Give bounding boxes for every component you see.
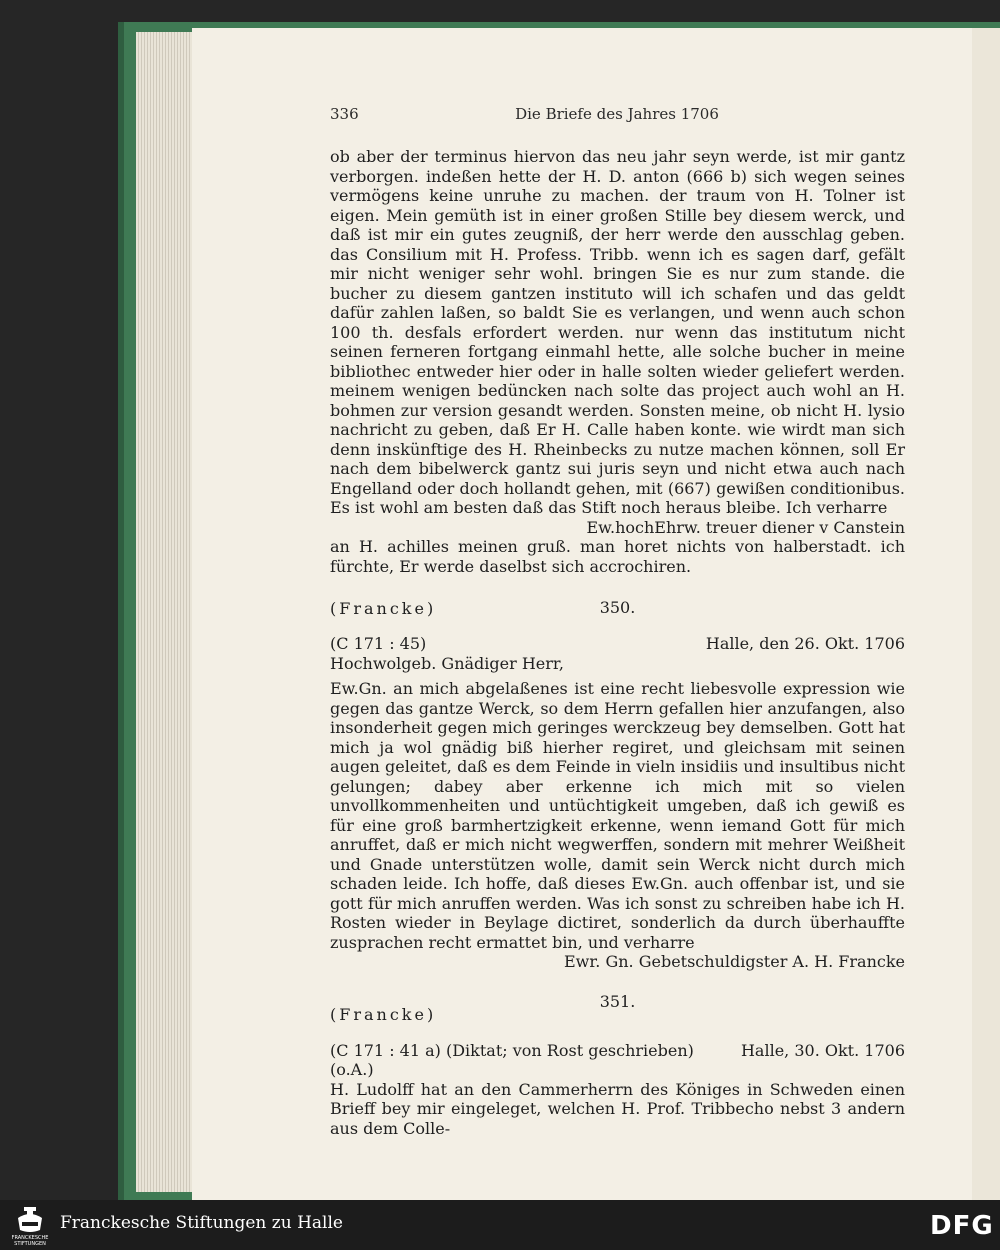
franckesche-logo-icon: [10, 1204, 50, 1246]
letter-350-number: 350.: [599, 598, 636, 617]
letter-349-postscript: an H. achilles meinen gruß. man horet nichts von halberstadt. ich fürchte, Er werde daselbst sich accrochiren.: [330, 537, 905, 576]
letter-350-paragraph: Ew.Gn. an mich abgelaßenes ist eine recht liebesvolle expression wie gegen das gantze Werck, so dem Herrn gefallen hier anzufangen, also insonderheit gegen mich geringes werckzeug bey demselben. Gott hat mich ja wol gnädig biß hierher regiret, und gleichsam mit seinen augen geleitet, daß es dem Feinde in vieln insidiis und insultibus nicht gelungen; dabey aber erkenne ich mich mit so vielen unvollkommenheiten und untüchtigkeit umgeben, daß ich gewiß es für eine groß barmhertzigkeit erkenne, wenn iemand Gott für mich anruffet, daß er mich nicht wegwerffen, sondern mit mehrer Weißheit und Gnade unterstützen wolle, damit sein Werck nicht durch mich schaden leide. Ich hoffe, daß dieses Ew.Gn. auch offenbar ist, und sie gott für mich anruffen werden. Was ich sonst zu schreiben habe ich H. Rosten wieder in Beylage dictiret, sonderlich da durch überhauffte zusprachen recht ermattet bin, und verharre: [330, 679, 905, 952]
letter-351-author: (Francke): [330, 1005, 437, 1024]
svg-text:FRANCKESCHE: FRANCKESCHE: [11, 1235, 49, 1241]
letter-350-closing: Ewr. Gn. Gebetschuldigster A. H. Francke: [564, 952, 905, 971]
letter-351-number: 351.: [599, 991, 636, 1011]
footer-institution[interactable]: Franckesche Stiftungen zu Halle: [60, 1213, 343, 1233]
letter-349-paragraph: ob aber der terminus hiervon das neu jahr seyn werde, ist mir gantz verborgen. indeßen hette der H. D. anton (666 b) sich wegen seines vermögens keine unruhe zu machen. der traum von H. Tolner ist eigen. Mein gemüth ist in einer großen Stille bey diesem werck, und daß ist mir ein gutes zeugniß, der herr werde den ausschlag geben. das Consilium mit H. Profess. Tribb. wenn ich es sagen darf, gefält mir nicht weniger sehr wohl. bringen Sie es nur zum stande. die bucher zu diesem gantzen instituto will ich schafen und das geldt dafür zahlen laßen, so baldt Sie es verlangen, und wenn auch schon 100 th. desfals erfordert werden. nur wenn das institutum nicht seinen ferneren fortgang einmahl hette, alle solche bucher in meine bibliothec entweder hier oder in halle solten wieder geliefert werden. meinem wenigen bedüncken nach solte das project auch wohl an H. bohmen zur version gesandt werden. Sonsten meine, ob nicht H. lysio nachricht zu geben, daß Er H. Calle haben konte. wie wirdt man sich denn inskünftige des H. Rheinbecks zu nutze machen können, soll Er nach dem bibelwerck gantz sui juris seyn und nicht etwa auch nach Engelland oder doch hollandt gehen, mit (667) gewißen conditionibus. Es ist wohl am besten daß das Stift noch heraus bleibe. Ich verharre: [330, 147, 905, 517]
page-header: [330, 105, 904, 129]
dfg-logo[interactable]: DFG: [930, 1211, 994, 1241]
letter-350-author: (Francke): [330, 598, 437, 618]
letter-351-paragraph: H. Ludolff hat an den Cammerherrn des Königes in Schweden einen Brieff bey mir eingeleget, welchen H. Prof. Tribbecho nebst 3 andern aus dem Colle-: [330, 1079, 905, 1138]
cover-edge: [118, 22, 124, 1200]
letter-351-note: (o.A.): [330, 1060, 374, 1079]
letter-350-place-date: Halle, den 26. Okt. 1706: [705, 634, 905, 653]
letter-350-salutation: Hochwolgeb. Gnädiger Herr,: [330, 653, 564, 673]
running-title: Die Briefe des Jahres 1706: [515, 105, 719, 123]
page-number: 336: [330, 105, 359, 123]
page-edges: [136, 32, 198, 1192]
page-fold: [972, 28, 1000, 1200]
spacer: [330, 576, 905, 598]
svg-text:STIFTUNGEN: STIFTUNGEN: [14, 1241, 46, 1246]
institution-logo: [10, 1204, 50, 1246]
page-text: [330, 147, 905, 1138]
letter-351-meta: [330, 1041, 905, 1061]
letter-351-place-date: Halle, 30. Okt. 1706: [740, 1040, 905, 1060]
letter-350-meta: [330, 634, 905, 654]
letter-351-signature: (C 171 : 41 a) (Diktat; von Rost geschrieben): [330, 1040, 694, 1060]
spacer: [330, 972, 905, 992]
letter-349-closing: Ew.hochEhrw. treuer diener v Canstein: [586, 517, 905, 537]
letter-350-signature: (C 171 : 45): [330, 634, 427, 653]
